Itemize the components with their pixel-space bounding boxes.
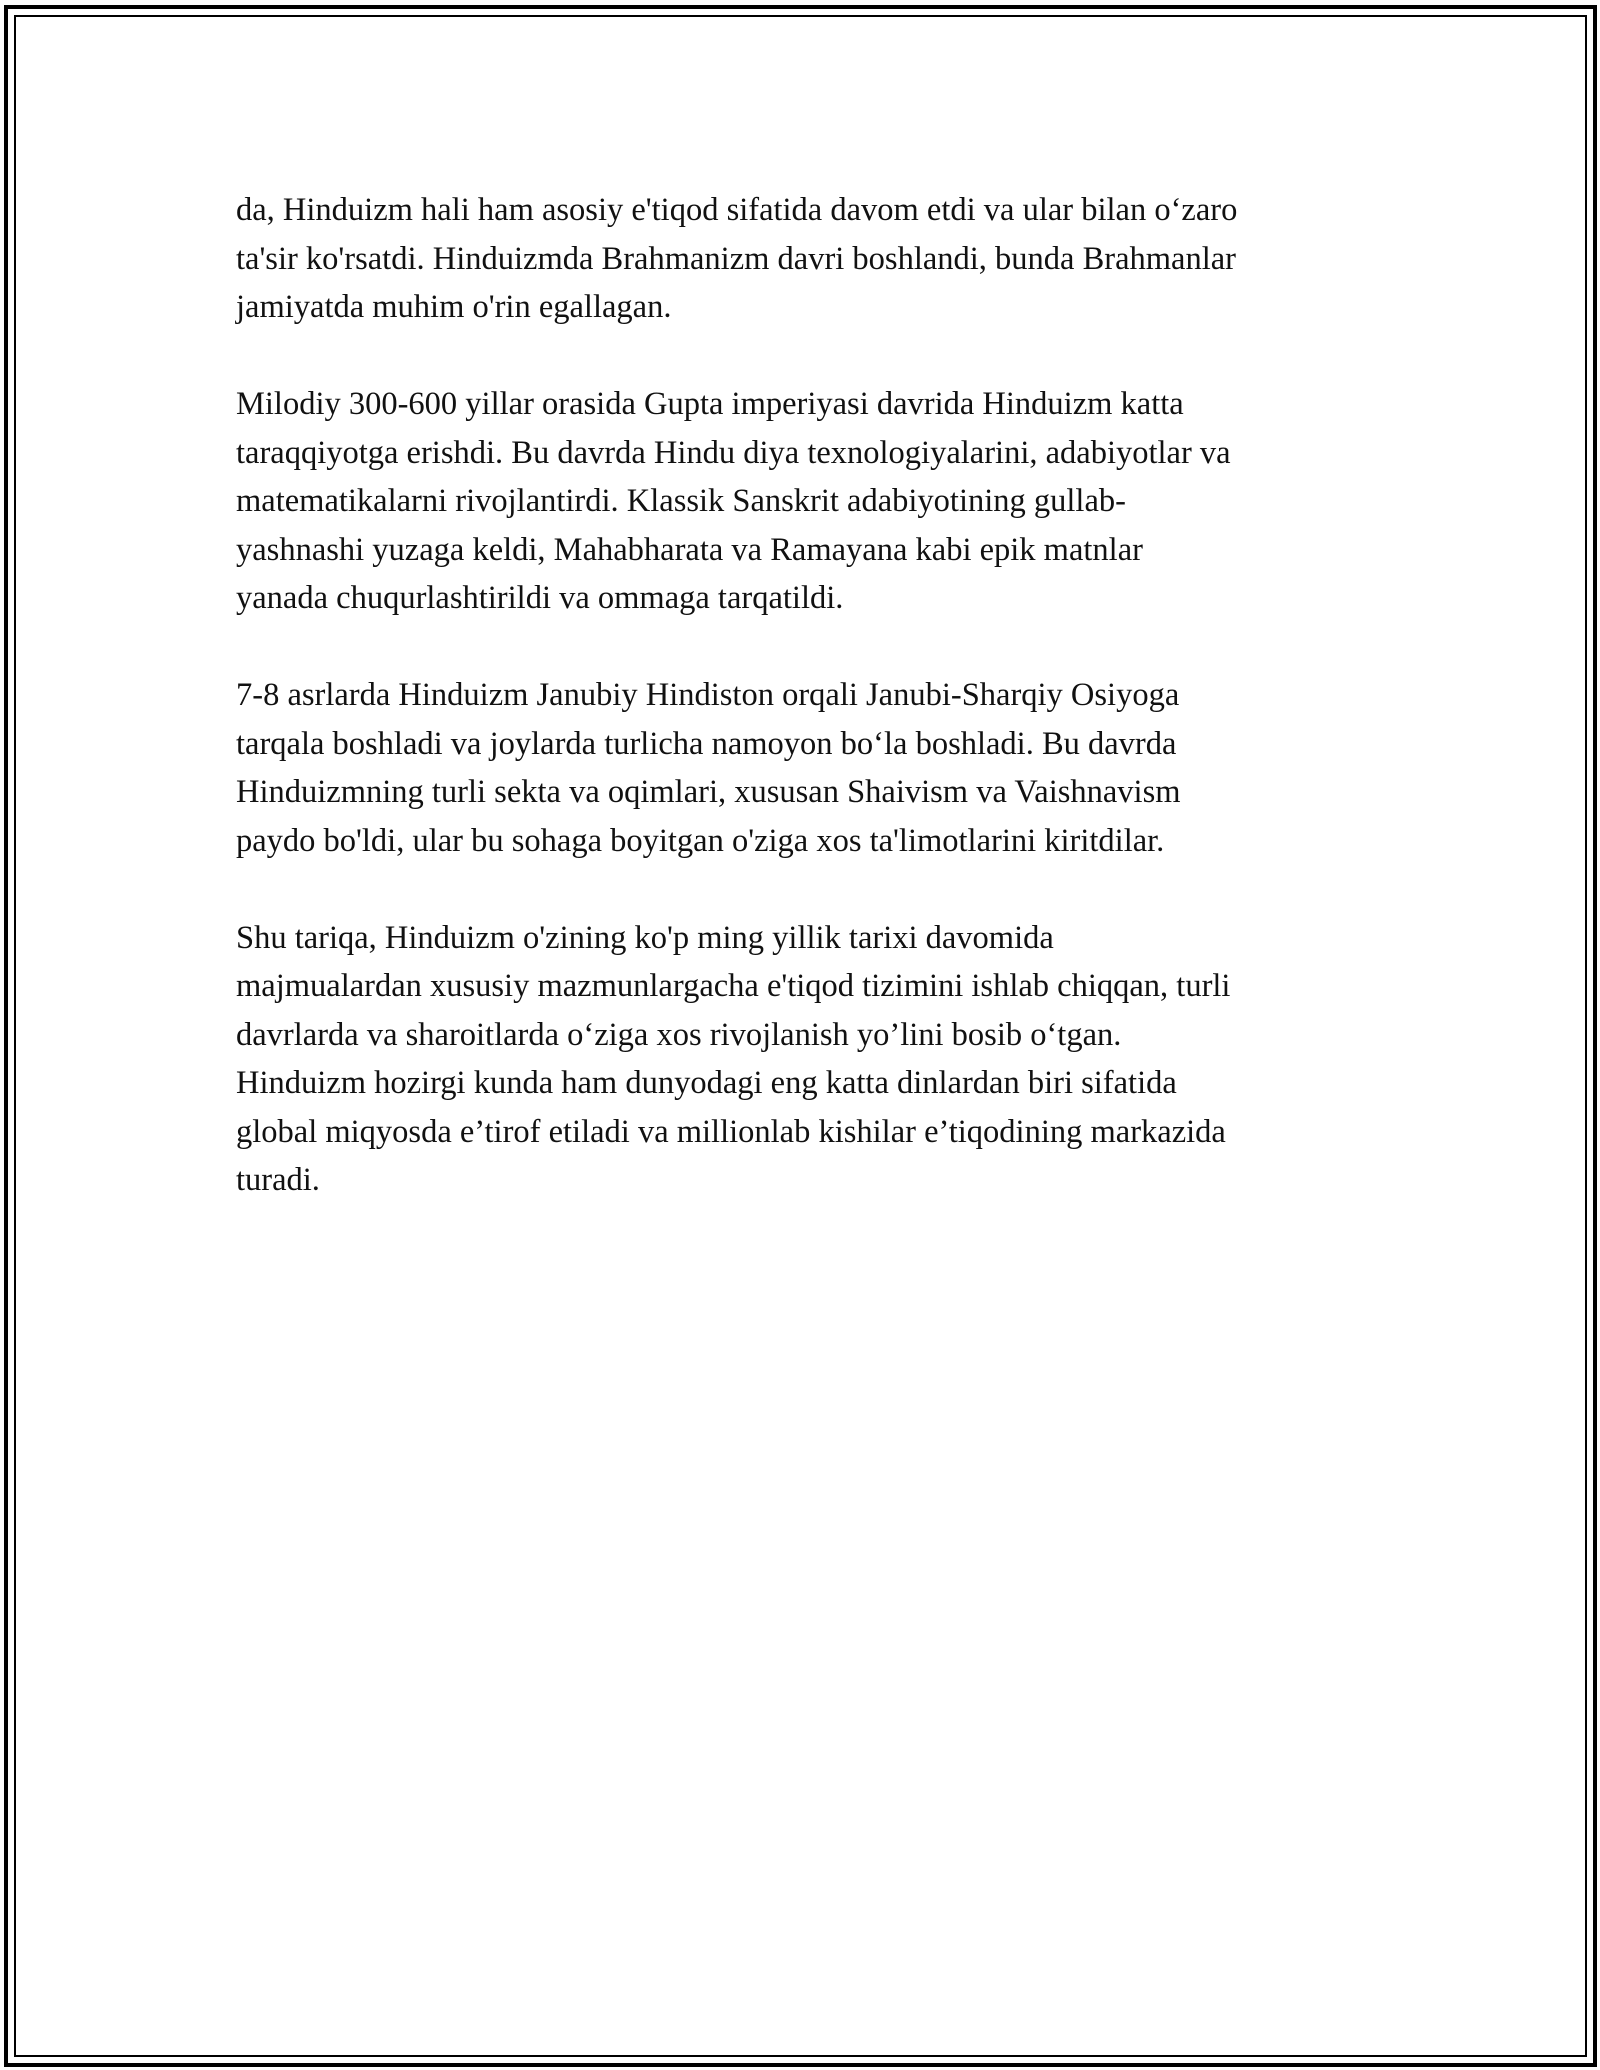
paragraph-2: Milodiy 300-600 yillar orasida Gupta imperiyasi davrida Hinduizm katta taraqqiyotga erishdi. Bu davrda Hindu diya texnologiyalarini, adabiyotlar va matematikalarni rivojlantirdi. Klassik Sanskrit adabiyotining gullab- yashnashi yuzaga keldi, Mahabharata va Ramayana kabi epik matnlar yanada chuqurlashtirildi va ommaga tarqatildi.: [236, 386, 1231, 616]
paragraph-4: Shu tariqa, Hinduizm o'zining ko'p ming yillik tarixi davomida majmualardan xususiy mazmunlargacha e'tiqod tizimini ishlab chiqqan, turli davrlarda va sharoitlarda o‘ziga xos rivojlanish yo’lini bosib o‘tgan. Hinduizm hozirgi kunda ham dunyodagi eng katta dinlardan biri sifatida global miqyosda e’tirof etiladi va millionlab kishilar e’tiqodining markazida turadi.: [236, 919, 1231, 1198]
document-body: [236, 186, 1376, 1205]
paragraph-1: da, Hinduizm hali ham asosiy e'tiqod sifatida davom etdi va ular bilan o‘zaro ta'sir ko'rsatdi. Hinduizmda Brahmanizm davri boshlandi, bunda Brahmanlar jamiyatda muhim o'rin egallagan.: [236, 192, 1238, 325]
paragraph-3: 7-8 asrlarda Hinduizm Janubiy Hindiston orqali Janubi-Sharqiy Osiyoga tarqala boshladi va joylarda turlicha namoyon bo‘la boshladi. Bu davrda Hinduizmning turli sekta va oqimlari, xususan Shaivism va Vaishnavism paydo bo'ldi, ular bu sohaga boyitgan o'ziga xos ta'limotlarini kiritdilar.: [236, 677, 1181, 859]
